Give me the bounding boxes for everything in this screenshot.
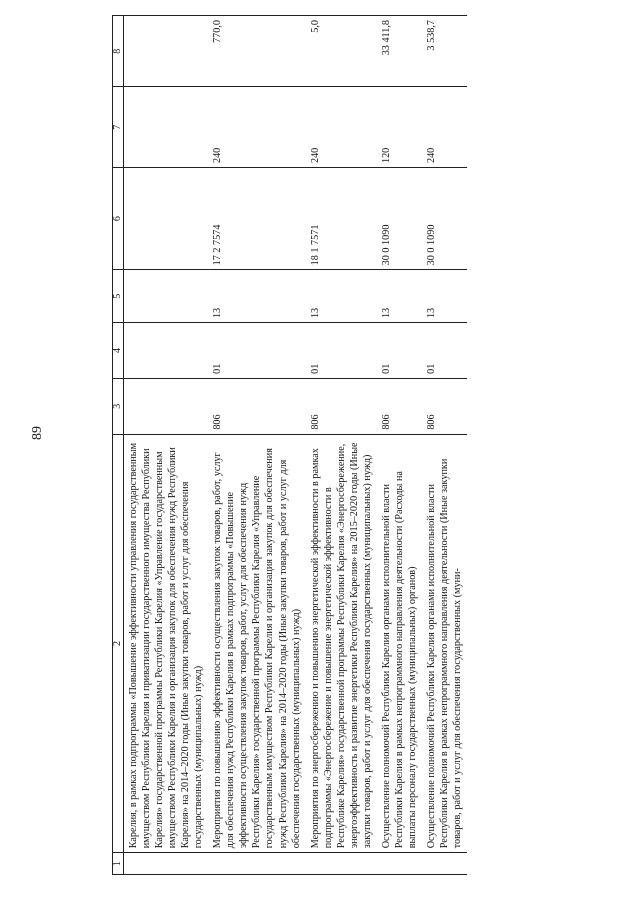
pr-cell: 13 (208, 270, 305, 323)
row-number-cell (124, 853, 209, 875)
header-cell: 5 (113, 270, 124, 323)
header-cell: 1 (113, 853, 124, 875)
pr-cell: 13 (306, 270, 377, 323)
budget-table-rotated (112, 15, 592, 875)
csr-cell (124, 168, 209, 270)
table-row (208, 16, 305, 875)
header-row (113, 16, 124, 875)
ved-cell: 806 (377, 378, 422, 434)
header-cell: 7 (113, 87, 124, 168)
description-cell: Мероприятия по энергосбережению и повышению энергетической эффективности в рамках подпрограммы «Энергосбережение и повышение энергетической эффективности в Республике Карелия» государственной программы Республики Карелия «Энергосбережение, энергоэффективность и развитие энергетики Республики Карелия» на 2015–2020 годы (Иные закупки товаров, работ и услуг для обеспечения государственных (муниципальных) нужд) (306, 434, 377, 853)
pr-cell: 13 (377, 270, 422, 323)
sum-cell: 5,0 (306, 16, 377, 87)
pr-cell (124, 270, 209, 323)
ved-cell: 806 (208, 378, 305, 434)
sum-cell (124, 16, 209, 87)
header-cell: 4 (113, 323, 124, 379)
vr-cell: 240 (422, 87, 467, 168)
table-row (377, 16, 422, 875)
description-cell: Карелия, в рамках подпрограммы «Повышение эффективности управления государственным имуществом Республики Карелия и приватизации государственного имущества Республики Карелия» государственной программы Республики Карелия «Управление государственным имуществом Республики Карелия и организация закупок для обеспечения нужд Республики Карелия» на 2014–2020 годы (Иные закупки товаров, работ и услуг для обеспечения государственных (муниципальных) нужд) (124, 434, 209, 853)
csr-cell: 30 0 1090 (377, 168, 422, 270)
row-number-cell (306, 853, 377, 875)
sum-cell: 770,0 (208, 16, 305, 87)
description-cell: Осуществление полномочий Республики Карелия органами исполнительной власти Республики Карелия в рамках непрограммного направления деятельности (Расходы на выплаты персоналу государственных (муниципальных) органов) (377, 434, 422, 853)
ved-cell (124, 378, 209, 434)
sum-cell: 3 538,7 (422, 16, 467, 87)
vr-cell (124, 87, 209, 168)
table-row (422, 16, 467, 875)
rz-cell: 01 (306, 323, 377, 379)
table-row (124, 16, 209, 875)
vr-cell: 240 (208, 87, 305, 168)
table-row (306, 16, 377, 875)
row-number-cell (377, 853, 422, 875)
row-number-cell (422, 853, 467, 875)
sum-cell: 33 411,8 (377, 16, 422, 87)
csr-cell: 17 2 7574 (208, 168, 305, 270)
rz-cell (124, 323, 209, 379)
csr-cell: 30 0 1090 (422, 168, 467, 270)
budget-table (112, 15, 467, 875)
rz-cell: 01 (208, 323, 305, 379)
header-cell: 2 (113, 434, 124, 853)
page-number: 89 (30, 426, 45, 440)
ved-cell: 806 (306, 378, 377, 434)
header-cell: 6 (113, 168, 124, 270)
vr-cell: 120 (377, 87, 422, 168)
vr-cell: 240 (306, 87, 377, 168)
header-cell: 3 (113, 378, 124, 434)
row-number-cell (208, 853, 305, 875)
pr-cell: 13 (422, 270, 467, 323)
header-cell: 8 (113, 16, 124, 87)
rz-cell: 01 (377, 323, 422, 379)
rz-cell: 01 (422, 323, 467, 379)
csr-cell: 18 1 7571 (306, 168, 377, 270)
description-cell: Мероприятия по повышению эффективности осуществления закупок товаров, работ, услуг для обеспечения нужд Республики Карелия в рамках подпрограммы «Повышение эффективности осуществления закупок товаров, работ, услуг для обеспечения нужд Республики Карелия» государственной программы Республики Карелия «Управление государственным имуществом Республики Карелия и организация закупок для обеспечения нужд Республики Карелия» на 2014–2020 годы (Иные закупки товаров, работ и услуг для обеспечения государственных (муниципальных) нужд) (208, 434, 305, 853)
description-cell: Осуществление полномочий Республики Карелия органами исполнительной власти Республики Карелия в рамках непрограммного направления деятельности (Иные закупки товаров, работ и услуг для обеспечения государственных (муни- (422, 434, 467, 853)
ved-cell: 806 (422, 378, 467, 434)
